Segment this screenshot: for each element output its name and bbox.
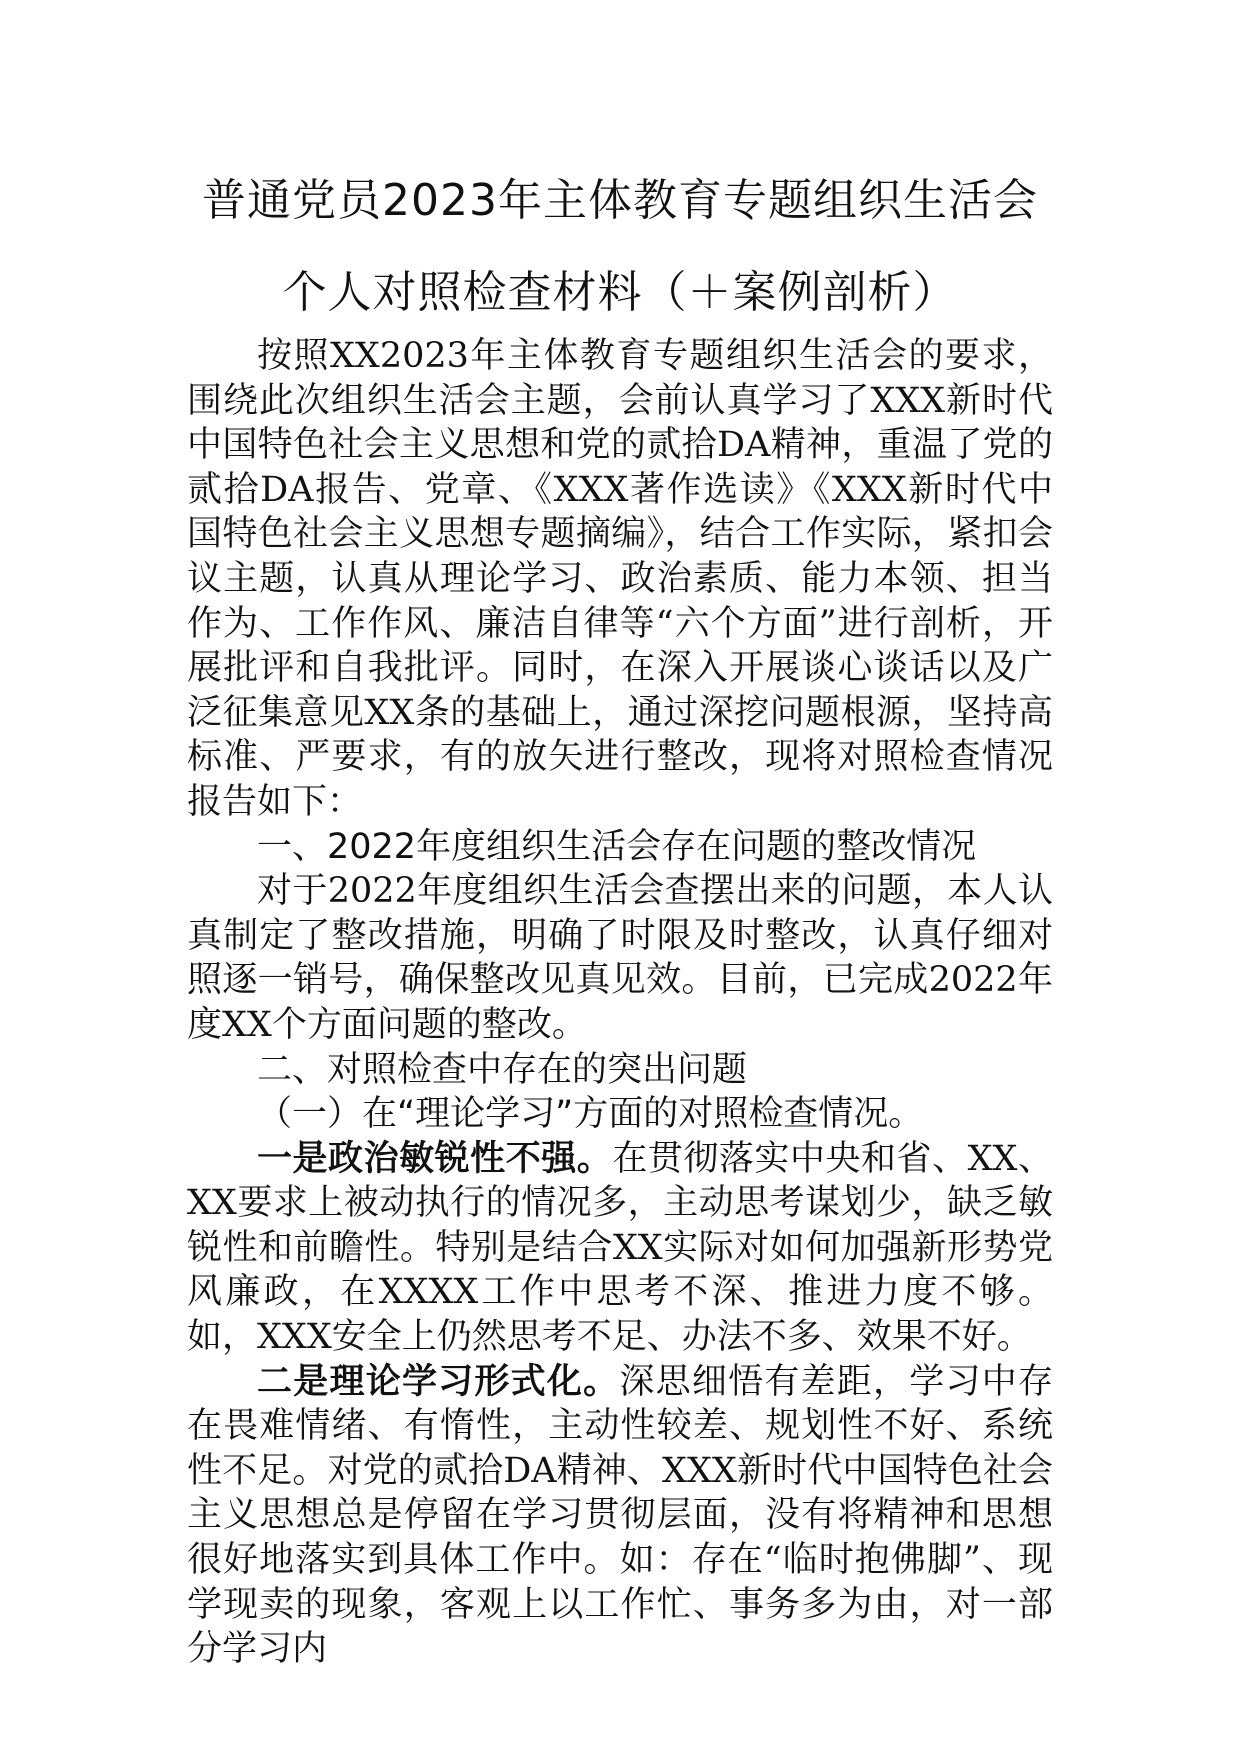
document-title-line-2: 个人对照检查材料（＋案例剖析） [282, 267, 958, 318]
document-body [187, 334, 1053, 1672]
subsection-1-heading: （一）在“理论学习”方面的对照检查情况。 [257, 1094, 924, 1135]
intro-paragraph: 按照XX2023年主体教育专题组织生活会的要求，围绕此次组织生活会主题，会前认真学习了XXX新时代中国特色社会主义思想和党的贰拾DA精神，重温了党的贰拾DA报告、党章、《XXX著作选读》《XXX新时代中国特色社会主义思想专题摘编》，结合工作实际，紧扣会议主题，认真从理论学习、政治素质、能力本领、担当作为、工作作风、廉洁自律等“六个方面”进行剖析，开展批评和自我批评。同时，在深入开展谈心谈话以及广泛征集意见XX条的基础上，通过深挖问题根源，坚持高标准、严要求，有的放矢进行整改，现将对照检查情况报告如下： [187, 336, 1053, 822]
section-1-paragraph: 对于2022年度组织生活会查摆出来的问题，本人认真制定了整改措施，明确了时限及时整改，认真仔细对照逐一销号，确保整改见真见效。目前，已完成2022年度XX个方面问题的整改。 [187, 871, 1053, 1045]
point-2-paragraph [187, 1360, 1053, 1672]
document-title-line-1: 普通党员2023年主体教育专题组织生活会 [202, 175, 1038, 226]
point-1-lead: 一是政治敏锐性不强。 [257, 1138, 613, 1179]
point-2-lead: 二是理论学习形式化。 [257, 1361, 620, 1402]
point-1-paragraph [187, 1137, 1053, 1360]
point-1-text: 在贯彻落实中央和省、XX、XX要求上被动执行的情况多，主动思考谋划少，缺乏敏锐性和前瞻性。特别是结合XX实际对如何加强新形势党风廉政，在XXXX工作中思考不深、推进力度不够。如，XXX安全上仍然思考不足、办法不多、效果不好。 [187, 1138, 1053, 1358]
section-1-heading: 一、2022年度组织生活会存在问题的整改情况 [257, 826, 977, 867]
point-2-text: 深思细悟有差距，学习中存在畏难情绪、有惰性，主动性较差、规划性不好、系统性不足。对党的贰拾DA精神、XXX新时代中国特色社会主义思想总是停留在学习贯彻层面，没有将精神和思想很好地落实到具体工作中。如：存在“临时抱佛脚”、现学现卖的现象，客观上以工作忙、事务多为由，对一部分学习内 [187, 1361, 1053, 1670]
section-2-heading: 二、对照检查中存在的突出问题 [257, 1049, 748, 1090]
